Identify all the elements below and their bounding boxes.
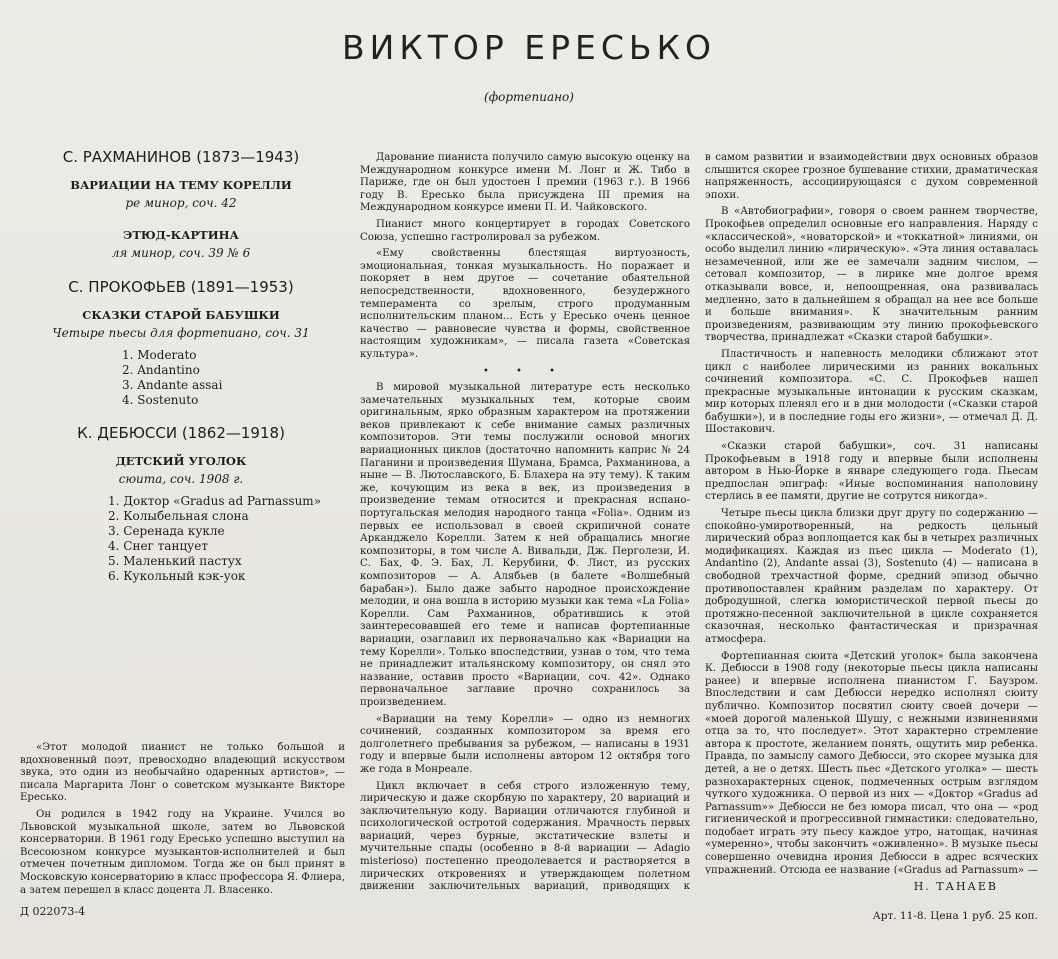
list-item: 2. Колыбельная слона xyxy=(108,509,249,523)
notes-column-right xyxy=(705,152,1038,874)
notes-paragraph: Пианист много концертирует в городах Советского Союза, успешно гастролировал за рубежом. xyxy=(360,218,690,243)
bio-paragraph: «Этот молодой пианист не только большой и вдохновенный поэт, превосходно владеющий искусством звука, это один из необычайно одаренных артистов», — писала Маргарита Лонг о советском музыканте Викторе Ересько. xyxy=(20,742,345,804)
debussy-movements xyxy=(108,494,342,584)
list-item: 5. Маленький пастух xyxy=(108,554,242,568)
instrument-subtitle: (фортепиано) xyxy=(484,90,574,104)
work-grandmother-tales: СКАЗКИ СТАРОЙ БАБУШКИ xyxy=(82,308,280,322)
work-childrens-corner: ДЕТСКИЙ УГОЛОК xyxy=(115,454,247,468)
composer-rachmaninov: С. РАХМАНИНОВ (1873—1943) xyxy=(62,148,300,166)
work-corelli-detail: ре минор, соч. 42 xyxy=(125,196,237,210)
list-item: 4. Sostenuto xyxy=(122,393,199,407)
notes-paragraph: «Ему свойственны блестящая виртуозность, эмоциональная, тонкая музыкальность. Но поражает и покоряет в нем другое — сочетание обаятельной непосредственности, вдохновенного, безудержного темперамента со зрелым, строго продуманным исполнительским планом... Есть у Ересько очень ценное качество — равновесие чувства и формы, свойственное настоящим художникам», — писала газета «Советская культура». xyxy=(360,248,690,360)
notes-paragraph: «Вариации на тему Корелли» — одно из немногих сочинений, созданных композитором за время его долголетнего пребывания за рубежом, — написаны в 1931 году и впервые были исполнены автором 12 октября того же года в Монреале. xyxy=(360,713,690,775)
composer-debussy: К. ДЕБЮССИ (1862—1918) xyxy=(77,424,285,442)
list-item: 1. Moderato xyxy=(122,348,197,362)
work-childrens-detail: сюита, соч. 1908 г. xyxy=(118,472,244,486)
notes-paragraph: Дарование пианиста получило самую высокую оценку на Международном конкурсе имени М. Лонг и Ж. Тибо в Париже, где он был удостоен I премии (1963 г.). В 1966 году В. Ересько была присуждена III премия на Международном конкурсе имени П. И. Чайковского. xyxy=(360,152,690,214)
list-item: 2. Andantino xyxy=(122,363,200,377)
notes-column-middle xyxy=(360,152,690,892)
section-divider: • • • xyxy=(482,365,568,377)
work-corelli-variations: ВАРИАЦИИ НА ТЕМУ КОРЕЛЛИ xyxy=(70,178,292,192)
work-etude-tableau: ЭТЮД-КАРТИНА xyxy=(123,228,239,242)
notes-paragraph: в самом развитии и взаимодействии двух основных образов слышится скорее грозное бушевание стихии, драматическая напряженность, ассоциирующаяся с духом современной эпохи. xyxy=(705,152,1038,201)
work-grandmother-detail: Четыре пьесы для фортепиано, соч. 31 xyxy=(52,326,310,340)
list-item: 4. Снег танцует xyxy=(108,539,208,553)
notes-paragraph: «Сказки старой бабушки», соч. 31 написаны Прокофьевым в 1918 году и впервые были исполнены автором в Нью-Йорке в январе следующего года. Пьесам предпослан эпиграф: «Иные воспоминания наполовину стерлись в ее памяти, другие не сотрутся никогда». xyxy=(705,441,1038,503)
work-etude-detail: ля минор, соч. 39 № 6 xyxy=(111,246,251,260)
price-label: Арт. 11-8. Цена 1 руб. 25 коп. xyxy=(872,910,1038,922)
catalog-code: Д 022073-4 xyxy=(20,905,86,918)
list-item: 6. Кукольный кэк-уок xyxy=(108,569,246,583)
notes-paragraph: Фортепианная сюита «Детский уголок» была закончена К. Дебюсси в 1908 году (некоторые пьесы цикла написаны ранее) и впервые исполнена пианистом Г. Баузром. Впоследствии и сам Дебюсси нередко исполнял сюиту публично. Композитор посвятил сюиту своей дочери — «моей дорогой маленькой Шушу, с нежными извинениями отца за то, что последует». Этот характерно стремление автора к простоте, желанием понять, ощутить мир ребенка. Правда, по замыслу самого Дебюсси, это скорее музыка для детей, а не о детях. Шесть пьес «Детского уголка» — шесть разнохарактерных сценок, подмеченных острым взглядом чуткого художника. О первой из них — «Доктор «Gradus ad Parnassum»» Дебюсси не без юмора писал, что она — «род гигиенической и прогрессивной гимнастики: следовательно, подобает играть эту пьесу каждое утро, натощак, начиная «умеренно», чтобы закончить «оживленно». В музыке пьесы совершенно очевидна ирония Дебюсси в адрес всяческих упражнений. Отсюда ее название («Gradus ad Parnassum» — xyxy=(705,650,1038,874)
author-signature: Н. ТАНАЕВ xyxy=(913,880,998,893)
notes-paragraph: В мировой музыкальной литературе есть несколько замечательных музыкальных тем, которые своим оригинальным, ярко образным характером на протяжении веков привлекают к себе внимание самых различных композиторов. Эти темы послужили основой многих вариационных циклов (достаточно напомнить каприс № 24 Паганини и произведения Шумана, Брамса, Рахманинова, а ныне — В. Лютославского, Б. Блахера на эту тему). К таким же, кочующим из века в век, из произведения в произведение темам относится и прекрасная испано-португальская мелодия народного танца «Folia». Одним из первых ее использовал в своей скрипичной сонате Арканджело Корелли. Затем к ней обращались многие композиторы, в том числе А. Вивальди, Дж. Перголези, И. С. Бах, Ф. Э. Бах, Л. Керубини, Ф. Лист, из русских композиторов — А. Алябьев (в балете «Волшебный барабан»). Было даже забыто народное происхождение мелодии, и она вошла в историю музыки как тема «La Folia» Корелли. Сам Рахманинов, обратившись к этой заинтересовавшей его теме и написав фортепианные вариации, озаглавил их первоначально как «Вариации на тему Корелли». Только впоследствии, узнав о том, что тема не принадлежит итальянскому композитору, он снял это название, оставив просто «Вариации, соч. 42». Однако первоначальное заглавие прочно сохранилось за произведением. xyxy=(360,382,690,708)
composer-prokofiev: С. ПРОКОФЬЕВ (1891—1953) xyxy=(68,278,294,296)
notes-paragraph: Цикл включает в себя строго изложенную тему, лирическую и даже скорбную по характеру, 20 вариаций и заключительную коду. Вариации отличаются глубиной и психологической остротой содержания. Мрачность первых вариаций, через бурные, экстатические взлеты и мучительные спады (особенно в 8-й вариации — Adagio misterioso) постепенно преодолевается и растворяется в лирических откровениях и утверждающем полетном движении заключительных вариаций, приводящих к xyxy=(360,780,690,892)
program-list xyxy=(20,148,342,584)
notes-paragraph: В «Автобиографии», говоря о своем раннем творчестве, Прокофьев определил основные его направления. Наряду с «классической», «новаторской» и «токкатной» линиями, он особо выделил линию «лирическую». «Эта линия оставалась незамеченной, или же ее замечали задним числом, — сетовал композитор, — в лирике мне долгое время отказывали вовсе, и, непоощренная, она развивалась медленно, зато в дальнейшем я обращал на нее все больше и больше внимания». К значительным ранним произведениям, развивающим эту линию прокофьевского творчества, принадлежат «Сказки старой бабушки». xyxy=(705,206,1038,344)
prokofiev-movements xyxy=(122,348,342,408)
notes-paragraph: Пластичность и напевность мелодики сближают этот цикл с наиболее лирическими из ранних вокальных сочинений композитора. «С. С. Прокофьев нашел прекрасные музыкальные интонации к русским сказкам, мир которых пленял его и в дни молодости («Сказки старой бабушки»), и в последние годы его жизни», — отмечал Д. Д. Шостакович. xyxy=(705,348,1038,436)
notes-paragraph: Четыре пьесы цикла близки друг другу по содержанию — спокойно-умиротворенный, на редкость цельный лирический образ воплощается как бы в четырех различных модификациях. Каждая из пьес цикла — Moderato (1), Andantino (2), Andante assai (3), Sostenuto (4) — написана в свободной трехчастной форме, средний эпизод обычно противопоставлен крайним разделам по характеру. От добродушной, слегка юмористической первой пьесы до протяжно-песенной заключительной в цикле сохраняется сказочная, несколько фантастическая и призрачная атмосфера. xyxy=(705,508,1038,645)
bio-paragraph: Он родился в 1942 году на Украине. Учился во Львовской музыкальной школе, затем во Львовской консерватории. В 1961 году Ересько успешно выступил на Всесоюзном конкурсе музыкантов-исполнителей и был отмечен почетным дипломом. Тогда же он был принят в Московскую консерваторию в класс профессора Я. Флиера, а затем перешел в класс доцента Л. Власенко. xyxy=(20,808,345,894)
list-item: 1. Доктор «Gradus ad Parnassum» xyxy=(108,494,322,508)
biography-column xyxy=(20,742,345,894)
page-title: ВИКТОР ЕРЕСЬКО xyxy=(342,28,716,67)
list-item: 3. Серенада кукле xyxy=(108,524,225,538)
list-item: 3. Andante assai xyxy=(122,378,223,392)
